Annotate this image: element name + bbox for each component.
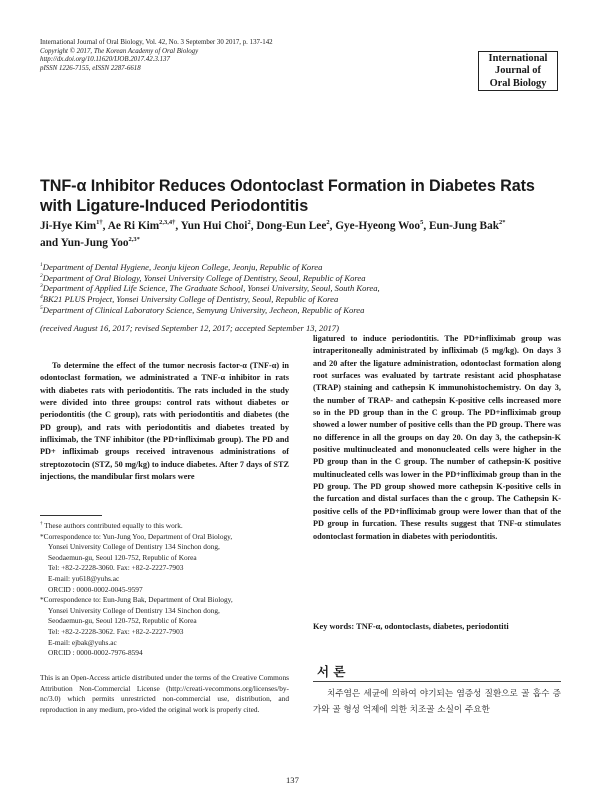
page-number: 137 <box>286 775 299 785</box>
author-name: Dong-Eun Lee <box>256 220 327 232</box>
author-name: and Yun-Jung Yoo <box>40 237 129 249</box>
affiliation-number: 1 <box>40 262 43 269</box>
author-name: Ji-Hye Kim <box>40 220 97 232</box>
equal-contribution-note <box>40 521 289 532</box>
affiliation-text: Department of Oral Biology, Yonsei University College of Dentistry, Seoul, Republic of Korea <box>42 272 366 283</box>
copyright-line: Copyright © 2017, The Korean Academy of Oral Biology <box>40 47 199 55</box>
correspondence-line: Seodaemun-gu, Seoul 120-752, Republic of Korea <box>48 616 197 626</box>
doi-link[interactable]: http://dx.doi.org/10.11620/IJOB.2017.42.3.137 <box>40 56 170 64</box>
affiliation-item <box>40 273 560 284</box>
footnotes <box>40 521 289 659</box>
issn-line: pISSN 1226-7155, eISSN 2287-6618 <box>40 64 141 72</box>
correspondence-email[interactable]: E-mail: ejbak@yuhs.ac <box>48 637 117 647</box>
correspondence-line: Seodaemun-gu, Seoul 120-752, Republic of Korea <box>48 552 197 562</box>
correspondence-line: Yonsei University College of Dentistry 134 Sinchon dong, <box>48 605 220 615</box>
article-title: TNF-α Inhibitor Reduces Odontoclast Formation in Diabetes Rats with Ligature-Induced Periodontitis <box>40 177 535 215</box>
affiliation-text: Department of Clinical Laboratory Science, Semyung University, Jecheon, Republic of Korea <box>42 304 365 315</box>
correspondence-line: *Correspondence to: Eun-Jung Bak, Department of Oral Biology, <box>40 595 233 605</box>
affiliation-item <box>40 305 560 316</box>
author-affiliation-marker: 5 <box>420 219 424 227</box>
equal-contribution-text: These authors contributed equally to this work. <box>44 521 183 530</box>
author-affiliation-marker: 2 <box>247 219 251 227</box>
author-name: Ae Ri Kim <box>107 220 160 232</box>
abstract-right-column: ligatured to induce periodontitis. The PD+infliximab group was intraperitoneally administrated by infliximab (5 mg/kg). On days 3 and 20 after the ligature administration, odontoclast formation along root surfaces was evaluated by tartrate resistant acid phosphatase (TRAP) staining and cathepsin K immunohistochemistry. On day 3, the number of TRAP- and cathepsin K-positive cells increased more so in the PD group than in the C group. The PD+infliximab group showed a lower number of positive cells than the PD group. There was no difference in all the groups on day 20. On day 3, the cathepsin-K positive multinucleated and mononucleated cells were higher in the PD group than in the C group. The number of cathepsin-K positive multinucleated cells was lower in the PD+infliximab group than in the PD group. The PD group showed more cathepsin K-positive cells in the furcation and distal surfaces than the c group. The Cathepsin K-positive cells of the PD+infliximab group were lower than that of the PD group in furcation. These results suggest that TNF-α stimulates odontoclast formation in diabetes with periodontitis. <box>313 334 561 541</box>
section-heading-introduction: 서 론 <box>317 664 346 679</box>
author-affiliation-marker: 2,3,4† <box>159 219 176 227</box>
affiliation-list <box>40 262 560 316</box>
author-list: Ji-Hye Kim$^{1\dagger}$, Ae Ri Kim$^{2,3,4\dagger}$, Yun Hui Choi$^2$, Dong-Eun Lee$^2$, Gye-Hyeong Woo$^5$, Eun-Jung Bak$^{2*}$ and Yun-Jung Yoo$^{2,3*}$ <box>40 219 506 249</box>
affiliation-number: 2 <box>40 272 43 279</box>
license-notice: This is an Open-Access article distributed under the terms of the Creative Commons Attribution Non-Commercial License (http://creati-vecommons.org/licenses/by-nc/3.0) which permits unrestricted non-commercial use, distribution, and reproduction in any medium, pro-vided the original work is properly cited. <box>40 673 289 714</box>
abstract-left-column: To determine the effect of the tumor necrosis factor-α (TNF-α) in odontoclast formation, we administrated a TNF-α inhibitor in rats with diabetes rats with periodontitis. The rats included in the study were divided into three groups: control rats without diabetes or periodontitis (the C group), rats with periodontitis and diabetes (the PD group), and rats with periodontitis and diabetes treated by infliximab, the TNF inhibitor (the PD+infliximab group). The PD and PD+ infliximab groups received intravenous administrations of streptozotocin (STZ, 50 mg/kg) to induce diabetes. After 7 days of STZ injections, the mandibular first molars were <box>40 361 289 482</box>
affiliation-text: BK21 PLUS Project, Yonsei University College of Dentistry, Seoul, Republic of Korea <box>42 294 339 305</box>
author-name: Gye-Hyeong Woo <box>335 220 421 232</box>
correspondence-line: Tel: +82-2-2228-3060. Fax: +82-2-2227-7903 <box>48 563 184 573</box>
affiliation-item <box>40 262 560 273</box>
introduction-paragraph: 치주염은 세균에 의하여 야기되는 염증성 질환으로 골 흡수 증가와 골 형성 억제에 의한 치조골 소실이 주요한 <box>313 689 561 715</box>
affiliation-item <box>40 283 560 294</box>
affiliation-text: Department of Applied Life Science, The Graduate School, Yonsei University, Seoul, South Korea, <box>42 283 380 294</box>
journal-logo-line: Journal of <box>495 65 541 77</box>
correspondence-orcid: ORCID : 0000-0002-0045-9597 <box>48 584 143 594</box>
journal-logo-line: International <box>488 53 548 64</box>
correspondence-line: *Correspondence to: Yun-Jung Yoo, Department of Oral Biology, <box>40 531 233 541</box>
affiliation-number: 3 <box>40 283 43 290</box>
correspondence-email[interactable]: E-mail: yu618@yuhs.ac <box>48 573 120 583</box>
correspondence-line: Yonsei University College of Dentistry 134 Sinchon dong, <box>48 542 220 552</box>
author-affiliation-marker: 2* <box>499 219 506 227</box>
journal-citation-block <box>40 39 400 73</box>
keywords: Key words: TNF-α, odontoclasts, diabetes, periodontiti <box>313 622 509 631</box>
author-affiliation-marker: 2 <box>326 219 330 227</box>
author-name: Eun-Jung Bak <box>429 220 500 232</box>
author-name: Yun Hui Choi <box>180 220 248 232</box>
author-affiliation-marker: 2,3* <box>128 236 140 244</box>
affiliation-item <box>40 294 560 305</box>
affiliation-number: 4 <box>40 294 43 301</box>
footnote-divider <box>40 515 102 516</box>
author-affiliation-marker: 1† <box>96 219 103 227</box>
journal-logo-line: Oral Biology <box>489 77 547 89</box>
affiliation-number: 5 <box>40 304 43 311</box>
correspondence-line: Tel: +82-2-2228-3062. Fax: +82-2-2227-7903 <box>48 626 184 636</box>
received-dates: (received August 16, 2017; revised September 12, 2017; accepted September 13, 2017) <box>40 323 339 333</box>
section-divider <box>313 681 561 682</box>
correspondence-orcid: ORCID : 0000-0002-7976-8594 <box>48 648 143 658</box>
journal-citation: International Journal of Oral Biology, Vol. 42, No. 3 September 30 2017, p. 137-142 <box>40 39 273 46</box>
affiliation-text: Department of Dental Hygiene, Jeonju kijeon College, Jeonju, Republic of Korea <box>42 262 323 272</box>
dagger-mark: † <box>40 521 43 527</box>
journal-logo-box <box>478 51 558 91</box>
